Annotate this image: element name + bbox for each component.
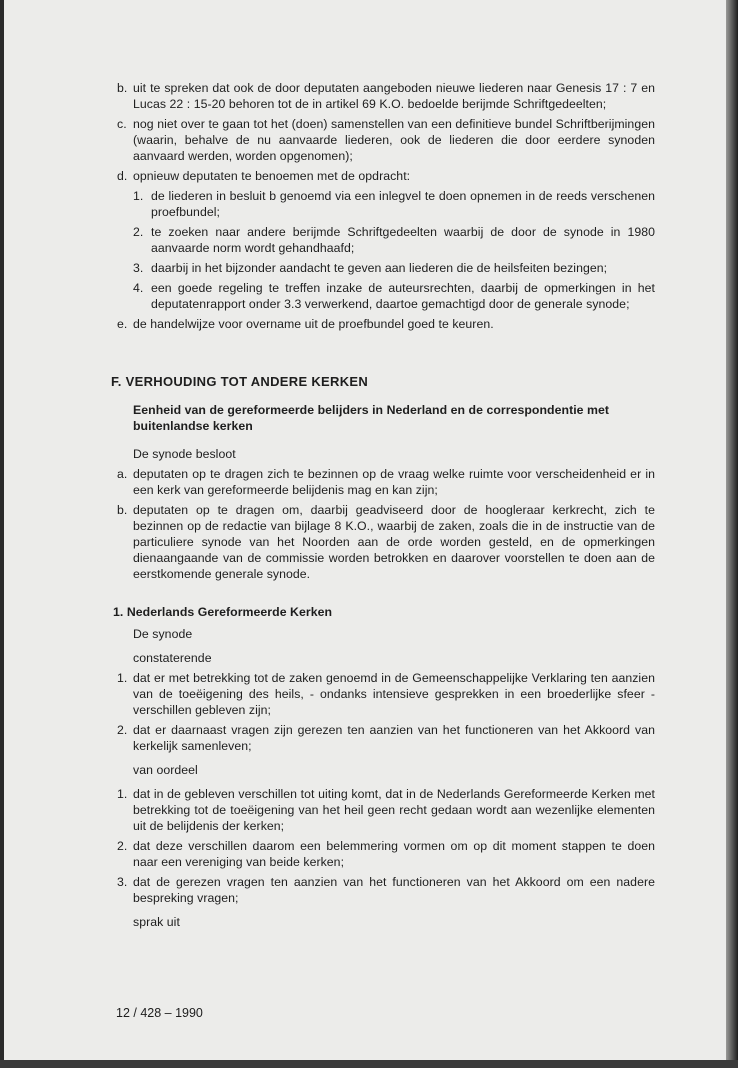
list-marker: a. [117, 467, 128, 481]
sprak-uit-label: sprak uit [133, 915, 180, 929]
list-marker: b. [117, 81, 128, 95]
list-marker: 2. [117, 839, 128, 853]
list-item-3 [117, 874, 655, 906]
constaterende-label: constaterende [133, 651, 212, 665]
list-marker: 1. [133, 189, 144, 203]
list-item-a [117, 466, 655, 498]
list-text: dat deze verschillen daarom een belemmering vormen om op dit moment stappen te doen naar een vereniging van beide kerken; [133, 839, 655, 869]
list-item-c [117, 116, 655, 164]
list-marker: c. [117, 117, 127, 131]
list-item-1 [117, 670, 655, 718]
list-text: de handelwijze voor overname uit de proefbundel goed te keuren. [133, 317, 494, 331]
section-title: F. VERHOUDING TOT ANDERE KERKEN [111, 374, 369, 389]
sublist-item-1 [117, 188, 655, 220]
list-text: opnieuw deputaten te benoemen met de opdracht: [133, 169, 411, 183]
list-marker: 3. [117, 875, 128, 889]
list-text: deputaten op te dragen zich te bezinnen op de vraag welke ruimte voor verscheidenheid er in een kerk van gereformeerde belijdenis mag en kan zijn; [133, 467, 655, 497]
document-page [4, 0, 726, 1060]
page-edge-shadow [726, 0, 738, 1068]
list-marker: d. [117, 169, 128, 183]
decision-intro: De synode besloot [133, 447, 236, 461]
page-footer: 12 / 428 – 1990 [116, 1006, 203, 1020]
list-text: uit te spreken dat ook de door deputaten aangeboden nieuwe liederen naar Genesis 17 : 7 en Lucas 22 : 15-20 behoren tot de in artikel 69 K.O. bedoelde berijmde Schriftgedeelten; [133, 81, 655, 111]
list-text: te zoeken naar andere berijmde Schriftgedeelten waarbij de door de synode in 1980 aanvaarde norm wordt gehandhaafd; [151, 225, 655, 255]
list-text: deputaten op te dragen om, daarbij geadviseerd door de hoogleraar kerkrecht, zich te bezinnen op de redactie van bijlage 8 K.O., waarbij de zaken, zoals die in de instructie van de particuliere synode van het Noorden aan de orde worden gesteld, en de opmerkingen dienaangaande van de commissie worden betrokken en daarover voorstellen te doen aan de eerstkomende generale synode. [133, 503, 655, 581]
list-marker: 4. [133, 281, 144, 295]
list-item-2 [117, 722, 655, 754]
list-text: een goede regeling te treffen inzake de auteursrechten, daarbij de opmerkingen in het deputatenrapport onder 3.3 verwerkend, daartoe gemachtigd door de generale synode; [151, 281, 655, 311]
list-item-b [117, 502, 655, 582]
list-text: dat in de gebleven verschillen tot uiting komt, dat in de Nederlands Gereformeerde Kerken met betrekking tot de toeëigening van het heil geen recht gedaan wordt aan wezenlijke elementen uit de belijdenis der kerken; [133, 787, 655, 833]
list-item-b [117, 80, 655, 112]
list-marker: 2. [117, 723, 128, 737]
subheading: Eenheid van de gereformeerde belijders in Nederland en de correspondentie met buitenlandse kerken [133, 403, 610, 433]
list-text: dat er daarnaast vragen zijn gerezen ten aanzien van het functioneren van het Akkoord van kerkelijk samenleven; [133, 723, 655, 753]
list-marker: 1. [117, 671, 128, 685]
list-marker: e. [117, 317, 128, 331]
list-text: dat de gerezen vragen ten aanzien van het functioneren van het Akkoord om een nadere bespreking vragen; [133, 875, 655, 905]
list-text: de liederen in besluit b genoemd via een inlegvel te doen opnemen in de reeds verschenen proefbundel; [151, 189, 655, 219]
list-text: dat er met betrekking tot de zaken genoemd in de Gemeenschappelijke Verklaring ten aanzien van de toeëigening des heils, - ondanks intensieve gesprekken in een broederlijke sfeer - verschillen gebleven zijn; [133, 671, 655, 717]
list-marker: b. [117, 503, 128, 517]
list-item-e [117, 316, 655, 332]
list-marker: 2. [133, 225, 144, 239]
list-item-d [117, 168, 655, 184]
list-marker: 3. [133, 261, 144, 275]
list-item-1 [117, 786, 655, 834]
page-content [111, 80, 655, 930]
sublist-item-4 [117, 280, 655, 312]
synod-label: De synode [133, 627, 193, 641]
sublist-item-2 [117, 224, 655, 256]
list-marker: 1. [117, 787, 128, 801]
page-bottom-edge [0, 1060, 738, 1068]
van-oordeel-label: van oordeel [133, 763, 198, 777]
subsection-heading: 1. Nederlands Gereformeerde Kerken [113, 605, 333, 619]
list-item-2 [117, 838, 655, 870]
sublist-item-3 [117, 260, 655, 276]
list-text: nog niet over te gaan tot het (doen) samenstellen van een definitieve bundel Schriftberijmingen (waarin, behalve de nu aanvaarde liederen, ook de liederen die door eerdere synoden aanvaard werden, worden opgenomen); [133, 117, 655, 163]
list-text: daarbij in het bijzonder aandacht te geven aan liederen die de heilsfeiten bezingen; [151, 261, 608, 275]
